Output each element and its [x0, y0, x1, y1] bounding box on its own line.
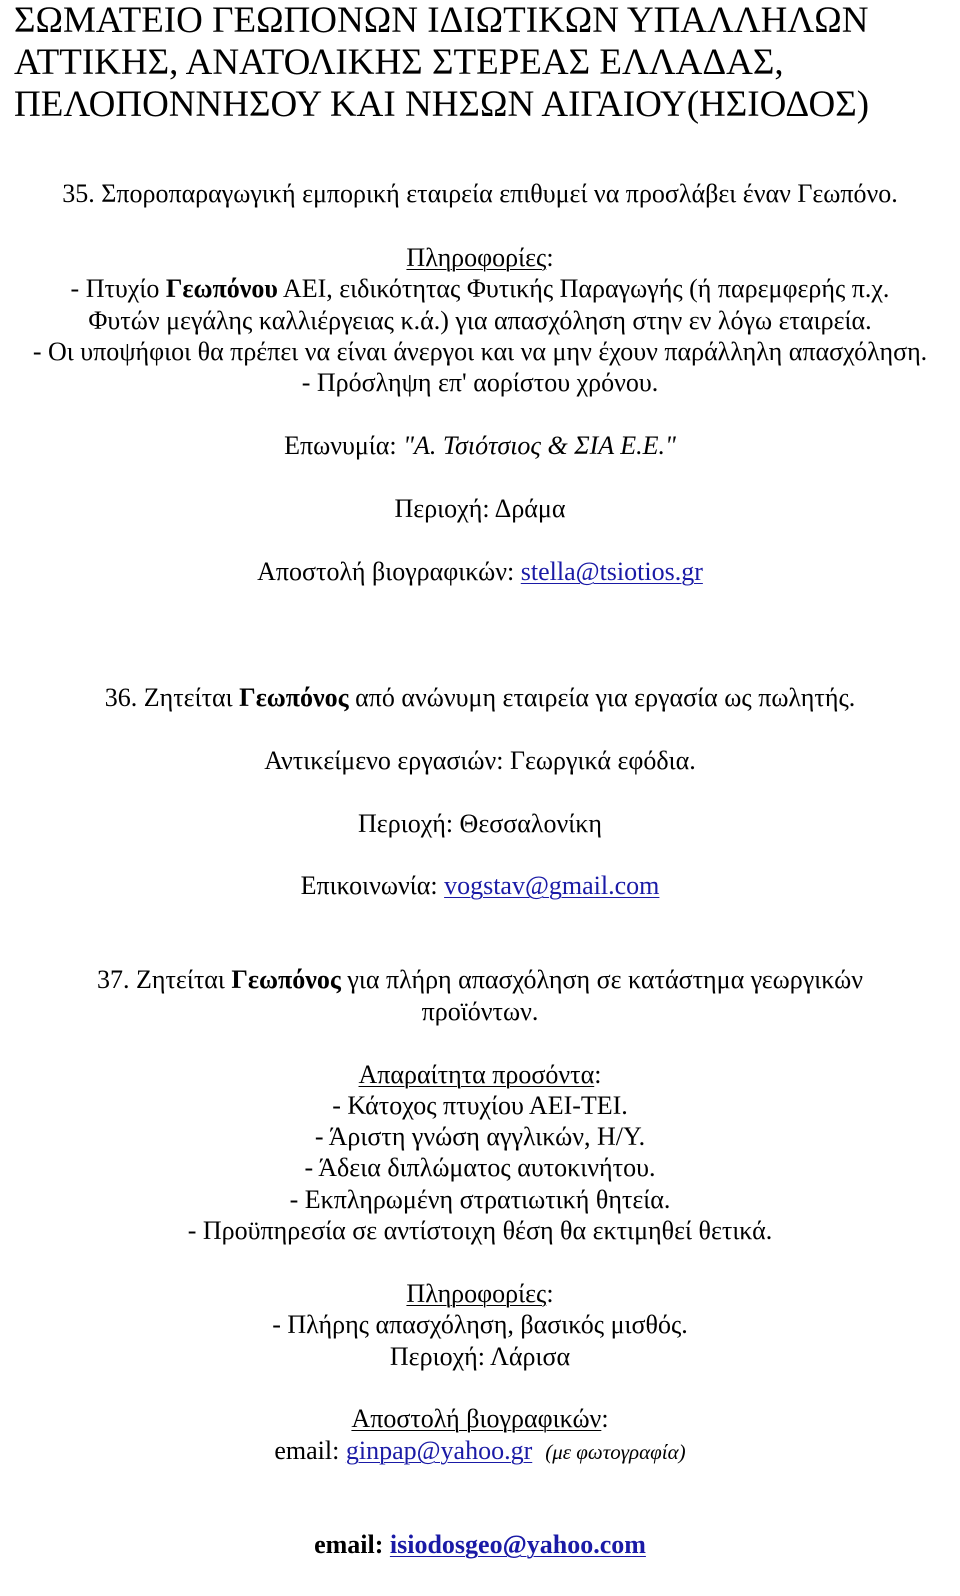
ad35-info-label: Πληροφορίες [406, 243, 547, 272]
ad36-contact: Επικοινωνία: vogstav@gmail.com [300, 871, 660, 900]
ad35-info-heading: Πληροφορίες: [406, 243, 554, 272]
ad36-intro-bold: Γεωπόνος [239, 683, 349, 712]
ad35-bullet-2: - Οι υποψήφιοι θα πρέπει να είναι άνεργοι και να μην έχουν παράλληλη απασχόληση. [32, 337, 928, 366]
ad37-req-5: - Προϋπηρεσία σε αντίστοιχη θέση θα εκτιμηθεί θετικά. [187, 1216, 773, 1245]
ad35-cv: Αποστολή βιογραφικών: stella@tsiotios.gr [257, 557, 703, 586]
ad37-req-heading: Απαραίτητα προσόντα: [358, 1060, 602, 1089]
ad35-company-name: "Α. Τσιότσιος & ΣΙΑ Ε.Ε." [403, 431, 676, 460]
ad37-info-1: - Πλήρης απασχόληση, βασικός μισθός. [272, 1310, 688, 1339]
ad36-region: Περιοχή: Θεσσαλονίκη [358, 809, 602, 838]
ad37-req-1: - Κάτοχος πτυχίου ΑΕΙ-ΤΕΙ. [332, 1091, 628, 1120]
ad37-intro: 37. Ζητείται Γεωπόνος για πλήρη απασχόληση σε κατάστημα γεωργικών [96, 965, 863, 994]
ad37-region: Περιοχή: Λάρισα [389, 1342, 571, 1371]
footer-email-link[interactable]: isiodosgeo@yahoo.com [389, 1530, 646, 1559]
ad35-bullet-3: - Πρόσληψη επ' αορίστου χρόνου. [301, 368, 659, 397]
ad36-intro: 36. Ζητείται Γεωπόνος από ανώνυμη εταιρεία για εργασία ως πωλητής. [104, 683, 856, 712]
ad35-region: Περιοχή: Δράμα [394, 494, 566, 523]
header-line-2: ΑΤΤΙΚΗΣ, ΑΝΑΤΟΛΙΚΗΣ ΣΤΕΡΕΑΣ ΕΛΛΑΔΑΣ, [14, 42, 784, 83]
header-line-3: ΠΕΛΟΠΟΝΝΗΣΟΥ ΚΑΙ ΝΗΣΩΝ ΑΙΓΑΙΟΥ(ΗΣΙΟΔΟΣ) [14, 84, 870, 125]
footer-email-label: email: [314, 1530, 390, 1559]
ad37-email-line: email: ginpap@yahoo.gr (με φωτογραφία) [274, 1436, 686, 1465]
ad35-intro: 35. Σποροπαραγωγική εμπορική εταιρεία επιθυμεί να προσλάβει έναν Γεωπόνο. [62, 179, 898, 208]
ad35-bullet-1: - Πτυχίο Γεωπόνου ΑΕΙ, ειδικότητας Φυτικής Παραγωγής (ή παρεμφερής π.χ. [70, 274, 890, 303]
ad37-req-4: - Εκπληρωμένη στρατιωτική θητεία. [289, 1185, 671, 1214]
ad37-info-heading: Πληροφορίες: [406, 1279, 554, 1308]
ad37-intro-cont: προϊόντων. [421, 997, 539, 1026]
ad37-cv-label: Αποστολή βιογραφικών [351, 1404, 602, 1433]
ad36-contact-email-link[interactable]: vogstav@gmail.com [444, 871, 660, 900]
ad37-req-label: Απαραίτητα προσόντα [358, 1060, 595, 1089]
ad37-cv-heading: Αποστολή βιογραφικών: [351, 1404, 609, 1433]
ad35-company: Επωνυμία: "Α. Τσιότσιος & ΣΙΑ Ε.Ε." [284, 431, 676, 460]
ad37-email-link[interactable]: ginpap@yahoo.gr [345, 1436, 533, 1465]
ad35-bullet-1-cont: Φυτών μεγάλης καλλιέργειας κ.ά.) για απασχόληση στην εν λόγω εταιρεία. [88, 306, 872, 335]
header-line-1: ΣΩΜΑΤΕΙΟ ΓΕΩΠΟΝΩΝ ΙΔΙΩΤΙΚΩΝ ΥΠΑΛΛΗΛΩΝ [14, 0, 869, 41]
ad37-intro-bold: Γεωπόνος [231, 965, 341, 994]
ad35-cv-email-link[interactable]: stella@tsiotios.gr [520, 557, 703, 586]
ad37-req-2: - Άριστη γνώση αγγλικών, Η/Υ. [314, 1122, 646, 1151]
ad37-req-3: - Άδεια διπλώματος αυτοκινήτου. [304, 1153, 656, 1182]
ad36-subject: Αντικείμενο εργασιών: Γεωργικά εφόδια. [264, 746, 696, 775]
ad35-bullet-1-bold: Γεωπόνου [165, 274, 278, 303]
ad37-photo-note: (με φωτογραφία) [545, 1440, 686, 1464]
ad37-info-label: Πληροφορίες [406, 1279, 547, 1308]
footer-email-line [0, 1532, 960, 1558]
